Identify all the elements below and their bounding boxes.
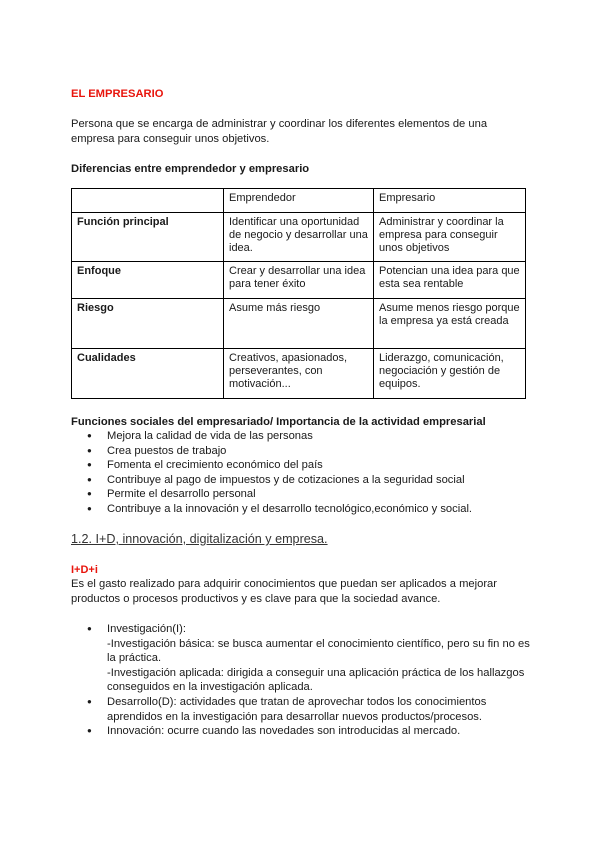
list-item: ● Crea puestos de trabajo bbox=[71, 444, 531, 459]
table-header-row bbox=[72, 189, 526, 213]
list-item: ● Mejora la calidad de vida de las personas bbox=[71, 429, 531, 444]
social-functions-heading: Funciones sociales del empresariado/ Importancia de la actividad empresarial bbox=[71, 416, 486, 428]
idi-definition: Es el gasto realizado para adquirir conocimientos que puedan ser aplicados a mejorar productos o procesos productivos y es clave para que la sociedad avance. bbox=[71, 578, 497, 605]
emprendedor-cell: Identificar una oportunidad de negocio y desarrollar una idea. bbox=[224, 213, 374, 262]
idi-label: I+D+i bbox=[71, 564, 98, 576]
list-item: ● Contribuye a la innovación y el desarrollo tecnológico,económico y social. bbox=[71, 502, 531, 517]
desarrollo-text: ● Desarrollo(D): actividades que tratan de aprovechar todos los conocimientos aprendidos en la investigación para desarrollar nuevos productos/procesos. bbox=[107, 695, 487, 723]
empresario-cell: Asume menos riesgo porque la empresa ya está creada bbox=[374, 299, 526, 349]
investigacion-basica: -Investigación básica: se busca aumentar el conocimiento científico, pero su fin no es la práctica. bbox=[107, 637, 530, 665]
social-functions-list bbox=[71, 429, 531, 517]
idi-list bbox=[71, 622, 531, 739]
comparison-table bbox=[71, 188, 526, 399]
list-item bbox=[71, 695, 531, 724]
list-item: ● Fomenta el crecimiento económico del país bbox=[71, 458, 531, 473]
row-label: Riesgo bbox=[72, 299, 224, 349]
row-label: Enfoque bbox=[72, 262, 224, 299]
list-item: ● Permite el desarrollo personal bbox=[71, 487, 531, 502]
list-item bbox=[71, 724, 531, 739]
investigacion-head: ● Investigación(I): bbox=[107, 623, 186, 635]
differences-heading: Diferencias entre emprendedor y empresario bbox=[71, 163, 310, 175]
emprendedor-cell: Creativos, apasionados, perseverantes, con motivación... bbox=[224, 349, 374, 399]
empresario-cell: Administrar y coordinar la empresa para conseguir unos objetivos bbox=[374, 213, 526, 262]
table-row bbox=[72, 349, 526, 399]
list-item bbox=[71, 622, 531, 695]
empresario-cell: Potencian una idea para que esta sea rentable bbox=[374, 262, 526, 299]
row-label: Cualidades bbox=[72, 349, 224, 399]
row-label: Función principal bbox=[72, 213, 224, 262]
table-row bbox=[72, 299, 526, 349]
table-row bbox=[72, 213, 526, 262]
page-title: EL EMPRESARIO bbox=[71, 88, 164, 100]
definition-paragraph: Persona que se encarga de administrar y coordinar los diferentes elementos de una empresa para conseguir unos objetivos. bbox=[71, 118, 488, 145]
emprendedor-cell: Asume más riesgo bbox=[224, 299, 374, 349]
list-item: ● Contribuye al pago de impuestos y de cotizaciones a la seguridad social bbox=[71, 473, 531, 488]
emprendedor-cell: Crear y desarrollar una idea para tener éxito bbox=[224, 262, 374, 299]
empresario-cell: Liderazgo, comunicación, negociación y gestión de equipos. bbox=[374, 349, 526, 399]
section-heading: 1.2. I+D, innovación, digitalización y empresa. bbox=[71, 532, 328, 546]
investigacion-aplicada: -Investigación aplicada: dirigida a conseguir una aplicación práctica de los hallazgos conseguidos en la investigación aplicada. bbox=[107, 666, 525, 694]
table-header-cell: Emprendedor bbox=[224, 189, 374, 213]
table-header-cell bbox=[72, 189, 224, 213]
innovacion-text: ● Innovación: ocurre cuando las novedades son introducidas al mercado. bbox=[107, 725, 461, 738]
table-row bbox=[72, 262, 526, 299]
table-header-cell: Empresario bbox=[374, 189, 526, 213]
